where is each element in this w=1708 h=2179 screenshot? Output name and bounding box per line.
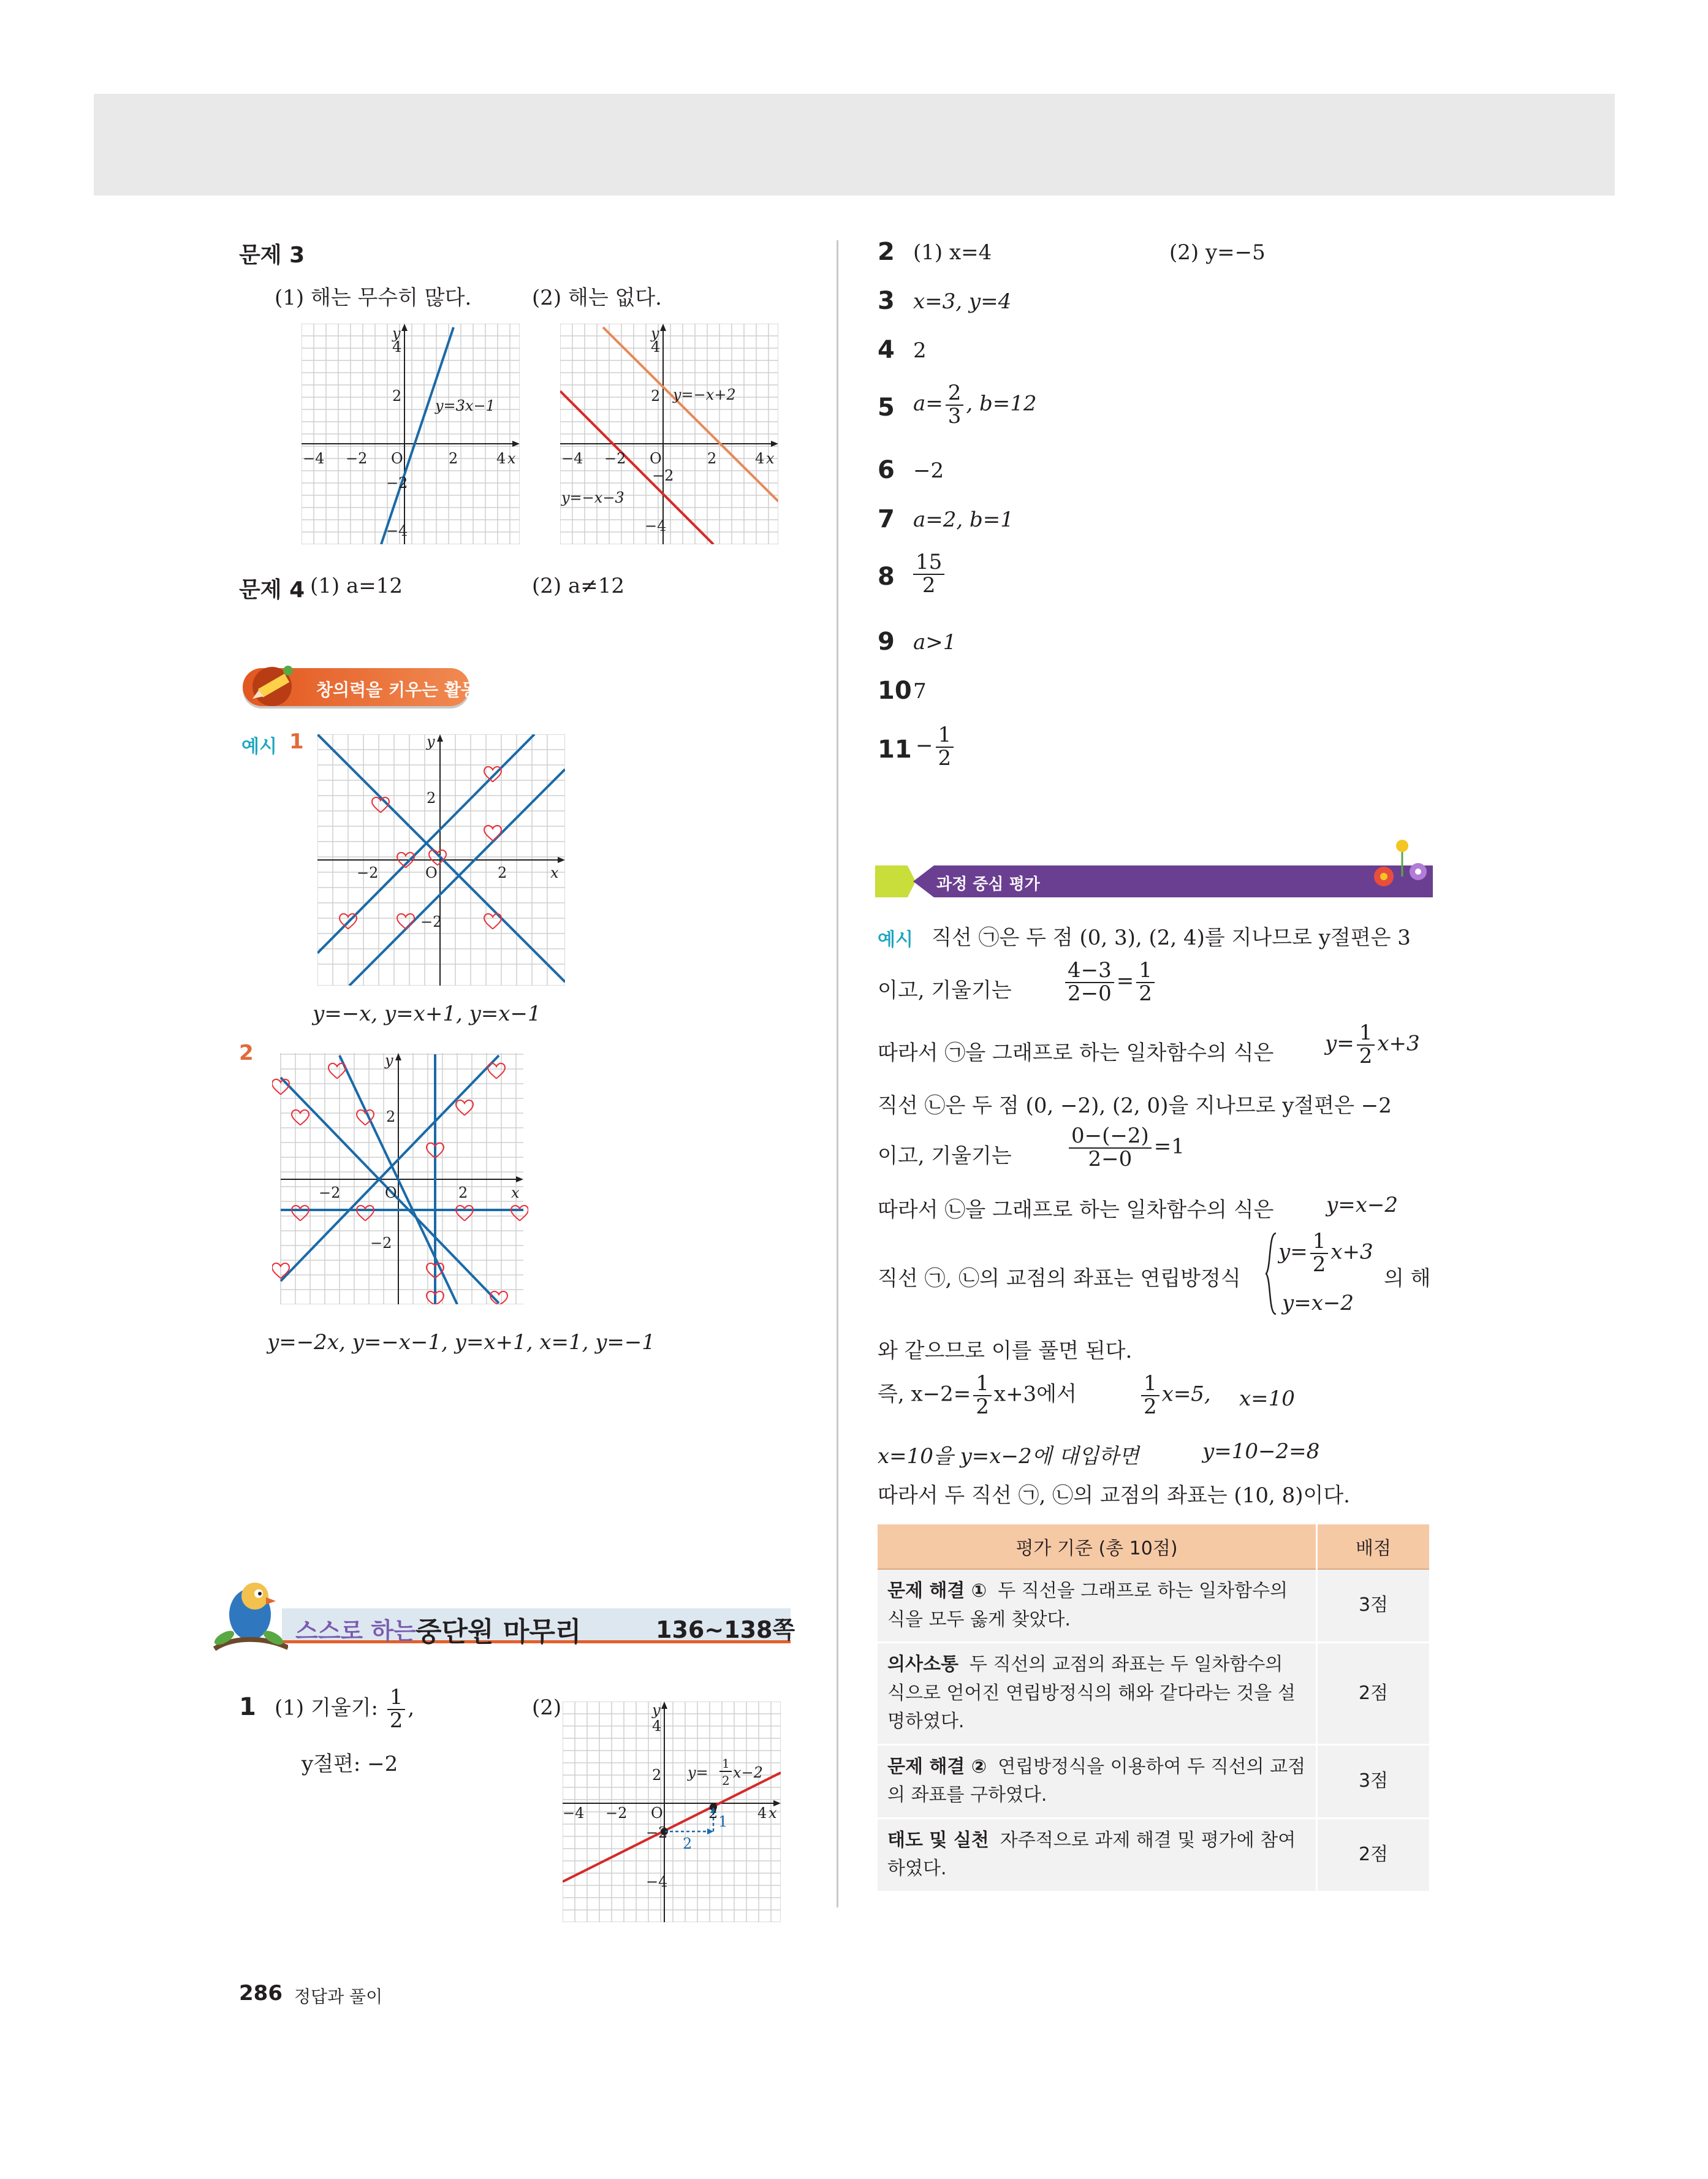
- creative-example-label: 예시: [241, 736, 277, 758]
- eq-part: x+3: [1330, 1239, 1373, 1264]
- criteria-cell: [878, 1818, 1317, 1892]
- process-line-11: 따라서 두 직선 ㉠, ㉡의 교점의 좌표는 (10, 8)이다.: [878, 1483, 1350, 1508]
- answer-text: a=2, b=1: [913, 508, 1014, 532]
- y-axis-label: y: [392, 325, 401, 342]
- tick-y-m2: −2: [386, 474, 408, 492]
- fraction-denominator: 2: [938, 745, 952, 770]
- axes: [563, 1705, 777, 1922]
- eq-label-1: y=−x+2: [673, 386, 736, 403]
- process-line-5: 이고, 기울기는: [878, 1144, 1012, 1168]
- table-row: [878, 1569, 1429, 1643]
- answer-number: 7: [878, 505, 895, 533]
- fraction-numerator: 2: [946, 382, 964, 406]
- y-axis-label: y: [651, 325, 659, 342]
- grid: [302, 324, 520, 544]
- flower-icon: [1365, 834, 1433, 901]
- system-eq-2: y=x−2: [1282, 1291, 1354, 1315]
- creative-example-2-number: 2: [239, 1041, 254, 1065]
- answer-text: [913, 382, 1037, 427]
- tick-y-4: 4: [651, 338, 661, 356]
- left-brace: [1264, 1231, 1278, 1317]
- origin-label: O: [650, 450, 662, 467]
- origin-label: O: [391, 450, 403, 467]
- problem3-title: 문제 3: [239, 243, 305, 268]
- answer-7: [878, 505, 1014, 533]
- fraction-denominator: 2−0: [1068, 981, 1112, 1006]
- graph-problem3-2: [560, 324, 778, 544]
- fraction-denominator: 2: [389, 1708, 403, 1733]
- review-q1-yintercept: y절편: −2: [302, 1752, 398, 1776]
- problem3-part2: (2) 해는 없다.: [532, 286, 662, 310]
- rise-label: 1: [718, 1813, 728, 1830]
- parrot-icon: [202, 1569, 288, 1661]
- review-banner-small: 스스로 하는: [295, 1618, 416, 1645]
- answer-fraction: [913, 552, 944, 596]
- criteria-text: 두 직선을 그래프로 하는 일차함수의 식을 모두 옳게 찾았다.: [887, 1580, 1288, 1630]
- origin-label: O: [651, 1804, 663, 1822]
- heart-icon: [292, 1206, 309, 1221]
- x-axis-label: x: [769, 1804, 777, 1822]
- points-cell: 3점: [1317, 1569, 1430, 1643]
- problem4-title: 문제 4: [239, 577, 305, 603]
- process-line-2: 이고, 기울기는: [878, 978, 1012, 1003]
- fraction-numerator: 1: [1136, 960, 1155, 983]
- tick-y-2: 2: [652, 1766, 662, 1784]
- run-arrow-head: [707, 1828, 713, 1835]
- answer-text: (1) x=4: [913, 240, 992, 265]
- tick-y-m2: −2: [370, 1234, 392, 1252]
- fraction-numerator: 1: [936, 724, 954, 748]
- answer-number: 9: [878, 628, 895, 656]
- process-line-10-b: y=10−2=8: [1202, 1439, 1320, 1464]
- tick-x-m2: −2: [319, 1184, 341, 1201]
- page-number: 286: [239, 1981, 283, 2006]
- fraction-numerator: 1: [973, 1373, 992, 1396]
- answer-number: 10: [878, 677, 912, 705]
- tick-x-m4: −4: [303, 450, 325, 467]
- review-q1-part2-label: (2): [532, 1695, 562, 1720]
- criteria-label: 의사소통: [887, 1654, 958, 1675]
- y-axis-label: y: [385, 1053, 393, 1069]
- process-line-7-end: 의 해: [1384, 1266, 1431, 1291]
- tick-x-m2: −2: [346, 450, 368, 467]
- answer-number: 3: [878, 287, 895, 315]
- system-of-equations: [1264, 1231, 1386, 1317]
- fraction-numerator: 1: [387, 1687, 406, 1710]
- eq-part: 즉, x−2=: [878, 1382, 971, 1407]
- problem4-part2: (2) a≠12: [532, 574, 624, 598]
- process-line-1: 직선 ㉠은 두 점 (0, 3), (2, 4)를 지나므로 y절편은 3: [932, 926, 1411, 950]
- x-axis-arrow: [558, 857, 565, 863]
- eq-part: x+3에서: [993, 1382, 1077, 1407]
- origin-label: O: [425, 864, 438, 881]
- process-line-4: 직선 ㉡은 두 점 (0, −2), (2, 0)을 지나므로 y절편은 −2: [878, 1093, 1392, 1118]
- fraction-numerator: 4−3: [1065, 960, 1114, 983]
- y-axis-label: y: [652, 1702, 661, 1719]
- process-line-9: [878, 1373, 1077, 1418]
- slope-result-fraction: [1136, 960, 1155, 1005]
- heart-icon: [429, 850, 446, 865]
- eq-fraction: [1357, 1022, 1375, 1067]
- line-y-3x-1: [381, 327, 454, 544]
- process-line-3: 따라서 ㉠을 그래프로 하는 일차함수의 식은: [878, 1041, 1274, 1065]
- y-axis-arrow: [661, 1702, 667, 1709]
- eq-fraction: [1310, 1231, 1329, 1276]
- criteria-cell: [878, 1744, 1317, 1818]
- criteria-cell: [878, 1643, 1317, 1745]
- creative-badge: [243, 661, 477, 710]
- slope-fraction: [1069, 1125, 1152, 1170]
- tick-y-m4: −4: [386, 522, 408, 539]
- creative-example-2-caption: y=−2x, y=−x−1, y=x+1, x=1, y=−1: [267, 1330, 656, 1355]
- footer-text: 정답과 풀이: [294, 1987, 383, 2007]
- problem3-part1: (1) 해는 무수히 많다.: [275, 286, 472, 310]
- heart-icon: [511, 1206, 528, 1221]
- tick-y-2: 2: [427, 789, 436, 807]
- answer-text: [911, 552, 947, 596]
- review-q1-slope-fraction: [387, 1687, 406, 1732]
- fraction-denominator: 2−0: [1088, 1146, 1133, 1171]
- review-q1-slope-label: (1) 기울기:: [275, 1695, 378, 1721]
- points-cell: 2점: [1317, 1643, 1430, 1745]
- tick-x-2: 2: [707, 450, 717, 467]
- answer-text: [916, 724, 956, 769]
- tick-y-m2: −2: [646, 1824, 668, 1841]
- table-row: [878, 1744, 1429, 1818]
- line-y-neg-x-plus-2: [603, 327, 778, 501]
- origin-label: O: [385, 1184, 397, 1201]
- tick-x-2: 2: [708, 1804, 718, 1822]
- review-banner: [202, 1569, 795, 1661]
- heart-icon: [484, 826, 501, 841]
- process-line-10: x=10을 y=x−2에 대입하면: [878, 1444, 1139, 1469]
- tick-x-4: 4: [755, 450, 765, 467]
- process-example-label: 예시: [878, 929, 913, 951]
- heart-icon: [292, 1110, 309, 1125]
- fraction-denominator: 3: [947, 403, 962, 428]
- axes: [560, 327, 775, 544]
- equals-sign: =: [1116, 968, 1134, 994]
- answer-10: [878, 677, 927, 705]
- tick-x-2: 2: [449, 450, 458, 467]
- fraction-denominator: 2: [922, 572, 936, 598]
- tick-y-2: 2: [392, 387, 402, 405]
- answer-number: 5: [878, 394, 895, 422]
- answer-text: 2: [913, 338, 927, 363]
- fraction-numerator: 1: [1310, 1231, 1329, 1254]
- answer-text: a>1: [913, 630, 957, 655]
- answer-5: [878, 381, 1037, 428]
- criteria-header-row: [878, 1524, 1429, 1569]
- answer-number: 2: [878, 238, 895, 266]
- table-row: [878, 1643, 1429, 1745]
- fraction-denominator: 2: [1144, 1394, 1157, 1419]
- points-cell: 2점: [1317, 1818, 1430, 1892]
- x-axis-arrow: [516, 1176, 523, 1182]
- creative-example-1-caption: y=−x, y=x+1, y=x−1: [313, 1002, 541, 1026]
- axes: [302, 327, 516, 544]
- answer-2: [878, 238, 1266, 266]
- fraction-denominator: 2: [1139, 981, 1152, 1006]
- tick-y-m4: −4: [646, 1873, 668, 1890]
- table-row: [878, 1818, 1429, 1892]
- tick-x-m2: −2: [605, 1804, 628, 1822]
- problem4-part1: (1) a=12: [310, 574, 403, 598]
- x-axis-label: x: [766, 450, 775, 467]
- column-divider: [837, 240, 838, 1907]
- eq-fraction: [973, 1373, 992, 1418]
- process-line-2-slope: [1063, 960, 1157, 1005]
- criteria-cell: [878, 1569, 1317, 1643]
- fraction-numerator: 15: [913, 552, 944, 575]
- answer-fraction: [946, 382, 964, 427]
- answer-text-2: (2) y=−5: [1169, 240, 1266, 265]
- grid: [560, 324, 778, 544]
- answer-text: 7: [913, 679, 927, 704]
- criteria-header: 평가 기준 (총 10점): [878, 1524, 1317, 1569]
- tick-y-m2: −2: [420, 913, 442, 930]
- tick-x-m2: −2: [357, 864, 379, 881]
- answer-part: a=: [913, 391, 943, 416]
- answer-4: [878, 336, 927, 364]
- answer-number: 6: [878, 456, 895, 484]
- fraction-denominator: 2: [1312, 1252, 1326, 1277]
- answer-text: x=3, y=4: [913, 289, 1012, 314]
- x-axis-label: x: [507, 450, 516, 467]
- tick-x-2: 2: [458, 1184, 468, 1201]
- eq-denominator: 2: [722, 1773, 730, 1788]
- process-line-6-eq: y=x−2: [1326, 1193, 1398, 1217]
- graph-problem3-1: [302, 324, 520, 544]
- tick-x-4: 4: [496, 450, 506, 467]
- answer-text: −2: [913, 458, 944, 483]
- criteria-table: [878, 1524, 1429, 1893]
- tick-y-m2: −2: [652, 467, 674, 484]
- tick-x-m4: −4: [563, 1804, 585, 1822]
- answer-9: [878, 628, 957, 656]
- slope-fraction: [1065, 960, 1114, 1005]
- process-line-7: 직선 ㉠, ㉡의 교점의 좌표는 연립방정식: [878, 1266, 1241, 1291]
- tick-x-m4: −4: [561, 450, 583, 467]
- eq-y-label: y=: [688, 1764, 708, 1781]
- process-line-8: 와 같으므로 이를 풀면 된다.: [878, 1339, 1133, 1363]
- eq-numerator: 1: [722, 1756, 730, 1771]
- review-banner-pages: 136~138쪽: [656, 1616, 795, 1643]
- answer-8: [878, 550, 943, 598]
- process-line-9-b: [1139, 1373, 1211, 1418]
- creative-example-1-number: 1: [289, 729, 304, 754]
- process-banner-text: 과정 중심 평가: [936, 875, 1040, 894]
- fraction-denominator: 2: [976, 1394, 989, 1419]
- y-axis-arrow: [660, 324, 666, 331]
- y-axis-arrow: [401, 324, 408, 331]
- eq-part: y=: [1325, 1031, 1354, 1056]
- line-y-neg-x: [317, 734, 565, 982]
- tick-y-2: 2: [651, 387, 661, 405]
- criteria-text: 자주적으로 과제 해결 및 평가에 참여하였다.: [887, 1829, 1296, 1879]
- points-cell: 3점: [1317, 1744, 1430, 1818]
- tick-x-2: 2: [498, 864, 507, 881]
- top-band: [94, 94, 1615, 196]
- eq-fraction: [1141, 1373, 1160, 1418]
- fraction-denominator: 2: [1359, 1043, 1373, 1068]
- eq-part: x+3: [1377, 1031, 1420, 1056]
- answer-number: 11: [878, 736, 912, 764]
- x-axis-label: x: [550, 864, 559, 881]
- answer-11: [878, 723, 952, 770]
- tick-x-4: 4: [757, 1804, 767, 1822]
- process-line-3-eq: [1325, 1022, 1420, 1067]
- y-axis-label: y: [427, 734, 435, 750]
- line-y-x-minus-1: [349, 769, 565, 986]
- criteria-text: 두 직선의 교점의 좌표는 두 일차함수의 식으로 얻어진 연립방정식의 해와 같다라는 것을 설명하였다.: [887, 1654, 1296, 1732]
- answer-6: [878, 456, 944, 484]
- eq-rest: x−2: [733, 1764, 763, 1781]
- process-line-9-c: x=10: [1239, 1386, 1295, 1411]
- tick-y-4: 4: [392, 338, 402, 356]
- tick-y-4: 4: [652, 1717, 662, 1735]
- eq-label-2: y=−x−3: [561, 489, 624, 506]
- answer-part: −: [916, 733, 933, 758]
- criteria-label: 문제 해결 ①: [887, 1580, 987, 1602]
- criteria-label: 문제 해결 ②: [887, 1755, 987, 1778]
- x-axis-label: x: [511, 1184, 520, 1201]
- points-header: 배점: [1317, 1524, 1430, 1569]
- slope-result: =1: [1153, 1134, 1185, 1159]
- fraction-numerator: 1: [1357, 1022, 1375, 1046]
- answer-part: , b=12: [966, 391, 1037, 416]
- run-label: 2: [683, 1835, 693, 1852]
- system-eq-1: [1278, 1231, 1373, 1276]
- grid: [563, 1702, 781, 1922]
- y-axis-arrow: [437, 734, 443, 742]
- eq-part: y=: [1278, 1239, 1308, 1264]
- process-banner: [875, 834, 1433, 901]
- answer-number: 8: [878, 563, 895, 591]
- eq-label: y=3x−1: [435, 397, 495, 414]
- answer-number: 4: [878, 336, 895, 364]
- line-y-half-x-minus-2: [563, 1773, 781, 1882]
- fraction-numerator: 0−(−2): [1069, 1125, 1152, 1149]
- process-line-6: 따라서 ㉡을 그래프로 하는 일차함수의 식은: [878, 1198, 1274, 1222]
- review-graph: [563, 1702, 781, 1922]
- review-q1-part1: (1) 기울기: $\frac{1}{2}$ ,: [275, 1685, 415, 1733]
- eq-part: x=5,: [1161, 1382, 1211, 1407]
- heart-icon: [456, 1206, 473, 1221]
- creative-badge-text: 창의력을 키우는 활동: [316, 680, 477, 700]
- creative-graph-1: [317, 734, 565, 986]
- review-q1-number: 1: [239, 1693, 256, 1721]
- criteria-text: 연립방정식을 이용하여 두 직선의 교점의 좌표를 구하였다.: [887, 1755, 1306, 1806]
- process-line-5-slope: [1066, 1125, 1185, 1170]
- creative-graph-2: [272, 1053, 528, 1304]
- tick-y-m4: −4: [645, 517, 667, 534]
- review-banner-title: 중단원 마무리: [416, 1616, 582, 1648]
- answer-fraction: [936, 724, 954, 769]
- heart-icon: [357, 1206, 374, 1221]
- pencil-icon: [245, 661, 304, 710]
- criteria-label: 태도 및 실천: [887, 1829, 989, 1851]
- tick-y-2: 2: [386, 1108, 396, 1125]
- answer-3: [878, 287, 1012, 315]
- fraction-numerator: 1: [1141, 1373, 1160, 1396]
- tick-x-m2: −2: [604, 450, 626, 467]
